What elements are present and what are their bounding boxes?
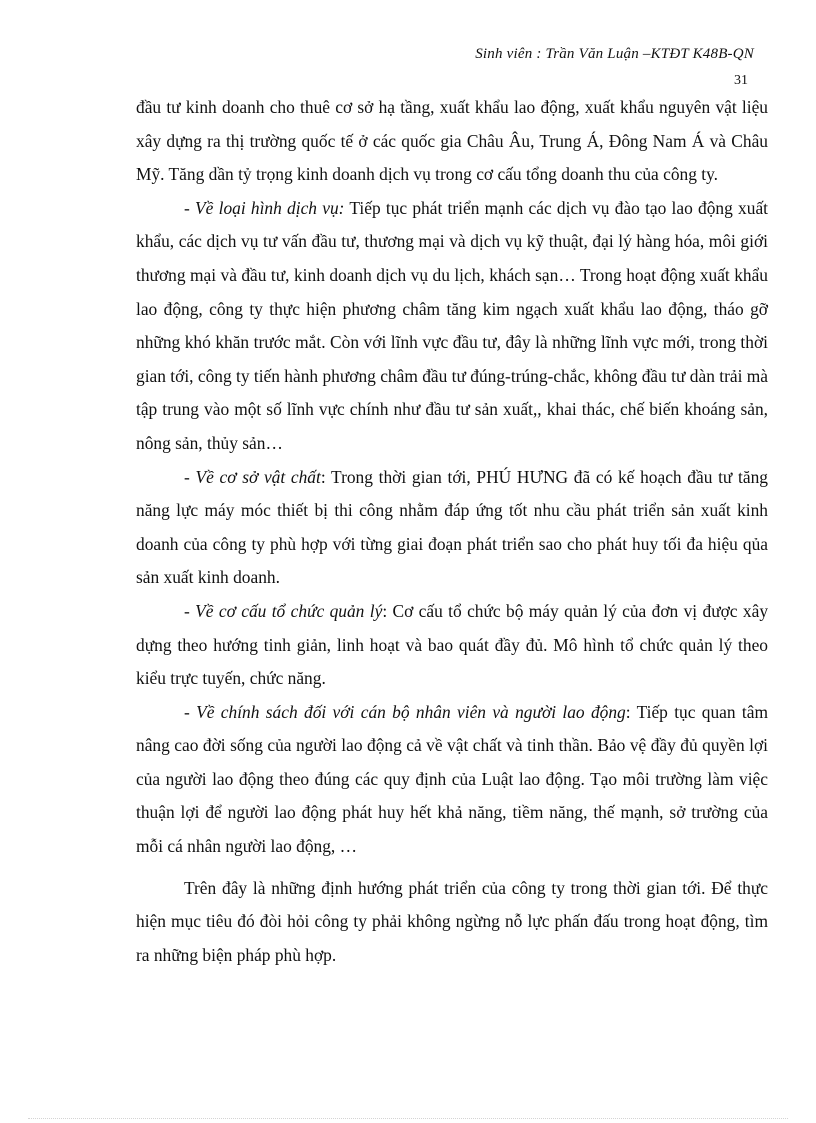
paragraph-text: Tiếp tục phát triển mạnh các dịch vụ đào tạo lao động xuất khẩu, các dịch vụ tư vấn đầu tư, thương mại và dịch vụ kỹ thuật, đại lý hàng hóa, môi giới thương mại và đầu tư, kinh doanh dịch vụ du lịch, khách sạn… Trong hoạt động xuất khẩu lao động, công ty thực hiện phương châm tăng kim ngạch xuất khẩu lao động, tháo gỡ những khó khăn trước mắt. Còn với lĩnh vực đầu tư, đây là những lĩnh vực mới, trong thời gian tới, công ty tiến hành phương châm đầu tư đúng-trúng-chắc, không đầu tư dàn trải mà tập trung vào một số lĩnh vực chính như đầu tư sản xuất,, khai thác, chế biến khoáng sản, nông sản, thủy sản…: [136, 197, 768, 453]
paragraph-lead: - Về cơ cấu tổ chức quản lý: [184, 600, 383, 621]
paragraph-text: : Tiếp tục quan tâm nâng cao đời sống của người lao động cả về vật chất và tinh thần. Bảo vệ đầy đủ quyền lợi của người lao động theo đúng các quy định của Luật lao động. Tạo môi trường làm việc thuận lợi để người lao động phát huy hết khả năng, tiềm năng, thế mạnh, sở trường của mỗi cá nhân người lao động, …: [136, 701, 769, 857]
paragraph-1: đầu tư kinh doanh cho thuê cơ sở hạ tầng, xuất khẩu lao động, xuất khẩu nguyên vật liệu xây dựng ra thị trường quốc tế ở các quốc gia Châu Âu, Trung Á, Đông Nam Á và Châu Mỹ. Tăng dần tỷ trọng kinh doanh dịch vụ trong cơ cấu tổng doanh thu của công ty.: [136, 97, 768, 185]
paragraph-spacer: [136, 864, 768, 872]
paragraph-text: : Cơ cấu tổ chức bộ máy quản lý của đơn vị được xây dựng theo hướng tinh giản, linh hoạt và bao quát đầy đủ. Mô hình tổ chức quản lý theo kiểu trực tuyến, chức năng.: [136, 600, 769, 689]
paragraph-service-types: [136, 192, 768, 461]
paragraph-conclusion: Trên đây là những định hướng phát triển của công ty trong thời gian tới. Để thực hiện mục tiêu đó đòi hỏi công ty phải không ngừng nỗ lực phấn đấu trong hoạt động, tìm ra những biện pháp phù hợp.: [136, 877, 768, 965]
paragraph-lead: - Về cơ sở vật chất: [184, 466, 321, 487]
paragraph-lead: - Về loại hình dịch vụ:: [184, 197, 345, 218]
paragraph-facilities: [136, 461, 768, 595]
page-number: 31: [734, 73, 748, 88]
paragraph-lead: - Về chính sách đối với cán bộ nhân viên và người lao động: [184, 701, 626, 722]
document-body: [136, 91, 768, 972]
page-header: Sinh viên : Trần Văn Luận –KTĐT K48B-QN: [475, 46, 754, 62]
paragraph-text: : Trong thời gian tới, PHÚ HƯNG đã có kế hoạch đầu tư tăng năng lực máy móc thiết bị thi công nhằm đáp ứng tốt nhu cầu phát triển sản xuất kinh doanh của công ty phù hợp với từng giai đoạn phát triển sao cho phát huy tối đa hiệu qủa sản xuất kinh doanh.: [136, 466, 768, 588]
paragraph-org-structure: [136, 595, 768, 696]
paragraph-staff-policy: [136, 696, 768, 864]
footer-divider: [28, 1118, 788, 1119]
